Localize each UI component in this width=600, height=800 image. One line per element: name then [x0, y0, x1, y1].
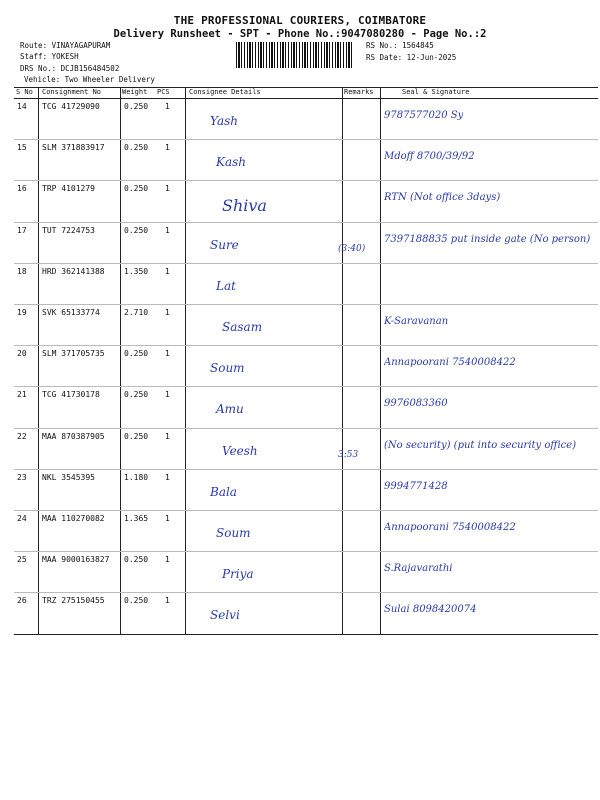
table-header-rule	[14, 98, 598, 99]
row-pcs: 1	[165, 225, 170, 235]
row-separator	[14, 386, 598, 387]
row-consignment-no: SLM 371705735	[42, 349, 105, 359]
row-seal: S.Rajavarathi	[384, 563, 453, 575]
row-sno: 15	[17, 143, 27, 153]
row-seal: K-Saravanan	[384, 316, 449, 327]
row-consignee: Sasam	[222, 320, 263, 334]
row-sno: 21	[17, 390, 27, 400]
row-separator	[14, 428, 598, 429]
row-pcs: 1	[165, 555, 170, 565]
row-pcs: 1	[165, 431, 170, 441]
row-consignee: Soum	[216, 526, 251, 540]
row-consignment-no: HRD 362141388	[42, 266, 105, 276]
company-title: THE PROFESSIONAL COURIERS, COIMBATORE	[173, 14, 427, 27]
barcode-image	[236, 42, 352, 68]
row-consignee: Soum	[210, 361, 245, 376]
row-consignee: Bala	[210, 484, 237, 499]
row-separator	[14, 551, 598, 552]
row-separator	[14, 345, 598, 346]
row-consignee: Yash	[210, 114, 239, 128]
row-sno: 25	[17, 555, 27, 565]
row-weight: 0.250	[124, 225, 149, 235]
row-sno: 22	[17, 431, 27, 441]
row-pcs: 1	[165, 143, 170, 153]
row-consignment-no: TCG 41730178	[42, 390, 100, 400]
row-separator	[14, 510, 598, 511]
header-seal: Seal & Signature	[402, 88, 470, 96]
row-pcs: 1	[165, 308, 170, 317]
row-consignment-no: SVK 65133774	[42, 308, 100, 317]
row-weight: 1.365	[124, 514, 149, 523]
row-pcs: 1	[165, 596, 170, 606]
row-pcs: 1	[165, 472, 170, 482]
row-sno: 23	[17, 472, 27, 482]
row-sno: 20	[17, 349, 27, 359]
row-separator	[14, 304, 598, 305]
row-consignee: Selvi	[210, 608, 240, 623]
row-seal: Annapoorani 7540008422	[384, 357, 516, 369]
row-sno: 14	[17, 102, 27, 111]
row-consignment-no: TCG 41729090	[42, 102, 100, 111]
row-sno: 26	[17, 596, 27, 606]
row-weight: 0.250	[124, 184, 149, 194]
row-consignment-no: SLM 371883917	[42, 143, 105, 153]
row-seal: 9787577020 Sy	[384, 110, 464, 121]
row-weight: 1.180	[124, 472, 149, 482]
row-pcs: 1	[165, 514, 170, 523]
row-weight: 0.250	[124, 555, 149, 565]
row-separator	[14, 139, 598, 140]
row-consignment-no: TUT 7224753	[42, 225, 95, 235]
header-consignee: Consignee Details	[189, 88, 261, 96]
header-sno: S No	[16, 88, 33, 96]
row-pcs: 1	[165, 349, 170, 359]
row-sno: 24	[17, 514, 27, 523]
row-weight: 0.250	[124, 596, 149, 606]
row-consignment-no: TRP 4101279	[42, 184, 95, 194]
row-weight: 0.250	[124, 431, 149, 441]
row-seal: Mdoff 8700/39/92	[384, 151, 475, 163]
row-consignment-no: MAA 110270082	[42, 514, 105, 523]
header-pcs: PCS	[157, 88, 170, 96]
header-consignment: Consignment No	[42, 88, 102, 96]
row-consignment-no: MAA 9000163827	[42, 555, 110, 565]
row-seal: Sulai 8098420074	[384, 604, 477, 616]
row-consignment-no: MAA 870387905	[42, 431, 105, 441]
drs-number: DRS No.: DCJB156484502	[20, 64, 120, 73]
row-weight: 2.710	[124, 308, 149, 317]
row-seal: 9976083360	[384, 398, 448, 410]
row-remarks: (3:40)	[338, 243, 366, 254]
row-weight: 0.250	[124, 349, 149, 359]
row-weight: 0.250	[124, 102, 149, 111]
row-pcs: 1	[165, 390, 170, 400]
row-pcs: 1	[165, 102, 170, 111]
runsheet-subtitle: Delivery Runsheet - SPT - Phone No.:9047080280 - Page No.:2	[113, 28, 487, 40]
row-seal: 9994771428	[384, 480, 448, 492]
row-remarks: 3:53	[338, 449, 359, 460]
row-consignment-no: NKL 3545395	[42, 472, 95, 482]
row-sno: 18	[17, 266, 27, 276]
row-sno: 16	[17, 184, 27, 194]
row-pcs: 1	[165, 184, 170, 194]
row-consignee: Shiva	[222, 196, 267, 216]
row-separator	[14, 180, 598, 181]
rs-number: RS No.: 1564845	[366, 41, 434, 50]
staff-label: Staff: YOKESH	[20, 52, 79, 61]
row-consignee: Amu	[216, 402, 244, 417]
row-seal: Annapoorani 7540008422	[384, 522, 516, 533]
row-seal: RTN (Not office 3days)	[384, 192, 501, 204]
row-consignment-no: TRZ 275150455	[42, 596, 105, 606]
row-separator	[14, 222, 598, 223]
row-consignee: Veesh	[222, 443, 258, 458]
header-remarks: Remarks	[344, 88, 374, 96]
vehicle-label: Vehicle: Two Wheeler Delivery	[24, 75, 155, 84]
row-consignee: Sure	[210, 237, 239, 252]
row-weight: 0.250	[124, 143, 149, 153]
row-pcs: 1	[165, 266, 170, 276]
row-separator	[14, 592, 598, 593]
row-consignee: Priya	[222, 567, 254, 582]
row-seal: (No security) (put into security office)	[384, 439, 577, 451]
row-separator	[14, 469, 598, 470]
row-consignee: Kash	[216, 155, 247, 170]
row-weight: 0.250	[124, 390, 149, 400]
table-top-rule	[14, 87, 598, 88]
row-consignee: Lat	[216, 278, 236, 293]
route-label: Route: VINAYAGAPURAM	[20, 41, 111, 50]
row-separator	[14, 263, 598, 264]
rs-date: RS Date: 12-Jun-2025	[366, 53, 457, 62]
header-weight: Weight	[122, 88, 148, 96]
row-sno: 17	[17, 225, 27, 235]
table-bottom-rule	[14, 634, 598, 635]
row-seal: 7397188835 put inside gate (No person)	[384, 233, 591, 245]
row-sno: 19	[17, 308, 27, 317]
row-weight: 1.350	[124, 266, 149, 276]
